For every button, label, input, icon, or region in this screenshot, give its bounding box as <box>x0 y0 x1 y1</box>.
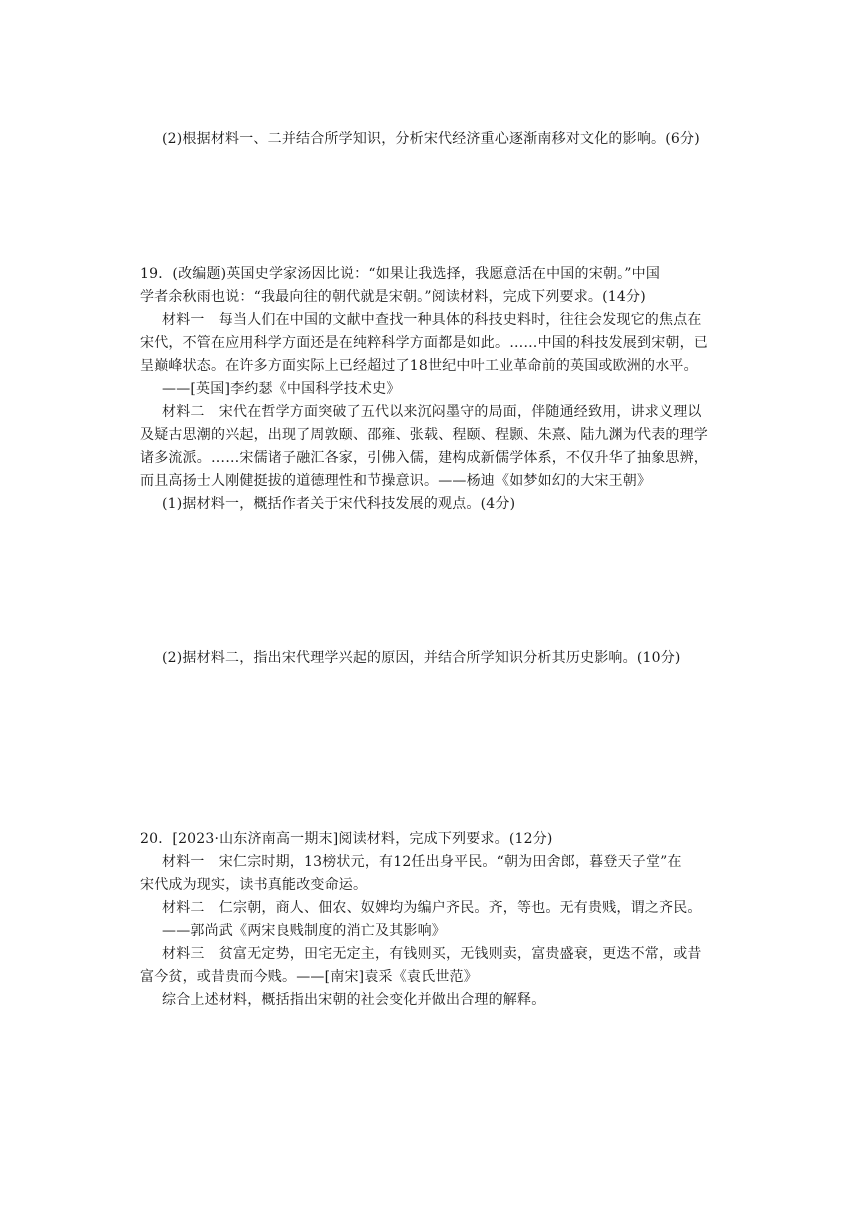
q19-sub2: (2)据材料二，指出宋代理学兴起的原因，并结合所学知识分析其历史影响。(10分) <box>162 650 681 666</box>
q20-stem: 20．[2023·山东济南高一期末]阅读材料，完成下列要求。(12分) <box>140 831 553 847</box>
q19-material2-line1: 材料二 宋代在哲学方面突破了五代以来沉闷墨守的局面，伴随通经致用，讲求义理以 <box>162 404 702 420</box>
q20-task: 综合上述材料，概括指出宋朝的社会变化并做出合理的解释。 <box>162 992 546 1008</box>
q19-stem-line1: 19．(改编题)英国史学家汤因比说：“如果让我选择，我愿意活在中国的宋朝。”中国 <box>140 266 661 282</box>
q19-material2-line4: 而且高扬士人刚健挺拔的道德理性和节操意识。——杨迪《如梦如幻的大宋王朝》 <box>140 473 652 489</box>
q19-material1-line3: 呈巅峰状态。在许多方面实际上已经超过了18世纪中叶工业革命前的英国或欧洲的水平。 <box>140 358 698 374</box>
q18-sub2: (2)根据材料一、二并结合所学知识，分析宋代经济重心逐渐南移对文化的影响。(6分) <box>162 131 700 147</box>
q20-material1-line2: 宋代成为现实，读书真能改变命运。 <box>140 877 368 893</box>
q20-material2-line1: 材料二 仁宗朝，商人、佃农、奴婢均为编户齐民。齐，等也。无有贵贱，谓之齐民。 <box>162 900 702 916</box>
q20-material3-line2: 富今贫，或昔贵而今贱。——[南宋]袁采《袁氏世范》 <box>140 969 478 985</box>
q19-material1-line1: 材料一 每当人们在中国的文献中查找一种具体的科技史料时，往往会发现它的焦点在 <box>162 312 702 328</box>
q19-stem-line2: 学者余秋雨也说：“我最向往的朝代就是宋朝。”阅读材料，完成下列要求。(14分) <box>140 289 646 305</box>
q19-material2-line2: 及疑古思潮的兴起，出现了周敦颐、邵雍、张载、程颐、程颢、朱熹、陆九渊为代表的理学 <box>140 427 708 443</box>
q20-material3-line1: 材料三 贫富无定势，田宅无定主，有钱则买，无钱则卖，富贵盛衰，更迭不常，或昔 <box>162 946 702 962</box>
q19-material1-line2: 宋代，不管在应用科学方面还是在纯粹科学方面都是如此。……中国的科技发展到宋朝，已 <box>140 335 708 351</box>
q19-material2-line3: 诸多流派。……宋儒诸子融汇各家，引佛入儒，建构成新儒学体系，不仅升华了抽象思辨， <box>140 450 708 466</box>
q20-material2-source: ——郭尚武《两宋良贱制度的消亡及其影响》 <box>162 923 446 939</box>
q19-material1-source: ——[英国]李约瑟《中国科学技术史》 <box>162 381 401 397</box>
q20-material1-line1: 材料一 宋仁宗时期，13榜状元，有12任出身平民。“朝为田舍郎，暮登天子堂”在 <box>162 854 682 870</box>
q19-sub1: (1)据材料一，概括作者关于宋代科技发展的观点。(4分) <box>162 496 516 512</box>
